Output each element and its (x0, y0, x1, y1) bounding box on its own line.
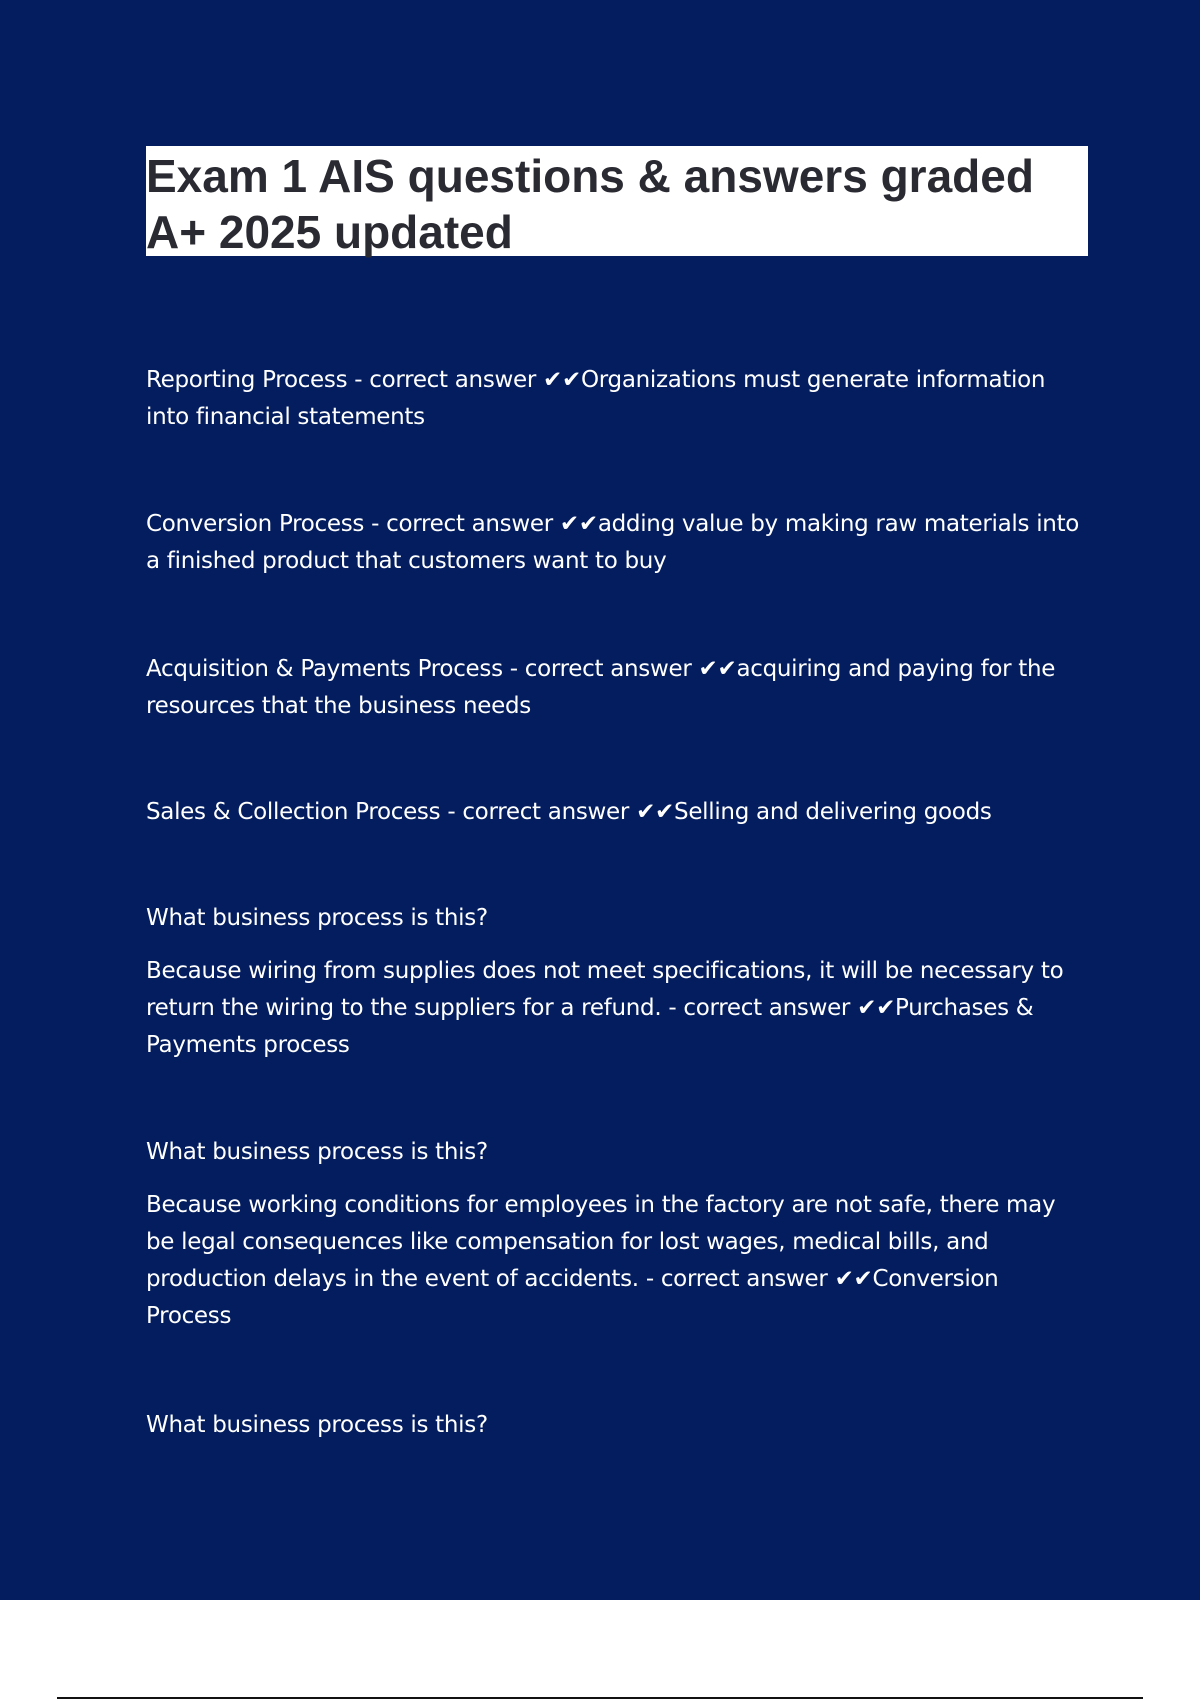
question-text: Sales & Collection Process (146, 799, 441, 825)
qa-entry (146, 506, 1086, 580)
qa-entry (146, 362, 1086, 436)
qa-entry (146, 794, 1086, 831)
qa-entry (146, 900, 1086, 1064)
separator-text: - correct answer (347, 367, 544, 393)
answer-text: Organizations must generate information into financial statements (146, 367, 1046, 430)
check-mark-icon: ✔✔ (698, 656, 737, 682)
question-text: Reporting Process (146, 367, 348, 393)
question-prompt: What business process is this? (146, 1412, 488, 1438)
answer-text: acquiring and paying for the resources that the business needs (146, 656, 1056, 719)
question-prompt: What business process is this? (146, 1139, 488, 1165)
qa-text (146, 794, 1086, 831)
check-mark-icon: ✔✔ (857, 995, 896, 1021)
check-mark-icon: ✔✔ (636, 799, 675, 825)
question-text: Acquisition & Payments Process (146, 656, 503, 682)
check-mark-icon: ✔✔ (559, 511, 598, 537)
question-prompt: What business process is this? (146, 905, 488, 931)
question-text: Because wiring from supplies does not meet specifications, it will be necessary to return the wiring to the suppliers for a refund. (146, 958, 1064, 1021)
answer-text: adding value by making raw materials into a finished product that customers want to buy (146, 511, 1080, 574)
answer-text: Purchases & Payments process (146, 995, 1034, 1058)
separator-text: - correct answer (364, 511, 560, 537)
question-text: Conversion Process (146, 511, 365, 537)
qa-text (146, 362, 1086, 436)
answer-text: Selling and delivering goods (674, 799, 992, 825)
qa-entry (146, 1134, 1086, 1335)
title-box (146, 146, 1088, 256)
page-title: Exam 1 AIS questions & answers graded A+ 2025 updated (146, 150, 1034, 258)
separator-text: - correct answer (440, 799, 637, 825)
qa-text (146, 953, 1086, 1064)
check-mark-icon: ✔✔ (543, 367, 581, 393)
question-text: Because working conditions for employees in the factory are not safe, there may be legal consequences like compensation for lost wages, medical bills, and production delays in the event of accidents. (146, 1192, 1056, 1292)
qa-entry (146, 651, 1086, 725)
qa-text (146, 506, 1086, 580)
separator-text: - correct answer (661, 995, 858, 1021)
qa-text (146, 1187, 1086, 1335)
qa-entry (146, 1407, 1086, 1444)
check-mark-icon: ✔✔ (834, 1266, 873, 1292)
separator-text: - correct answer (638, 1266, 835, 1292)
answer-text: Conversion Process (146, 1266, 999, 1329)
qa-text (146, 651, 1086, 725)
footer-divider (57, 1697, 1143, 1699)
separator-text: - correct answer (502, 656, 699, 682)
